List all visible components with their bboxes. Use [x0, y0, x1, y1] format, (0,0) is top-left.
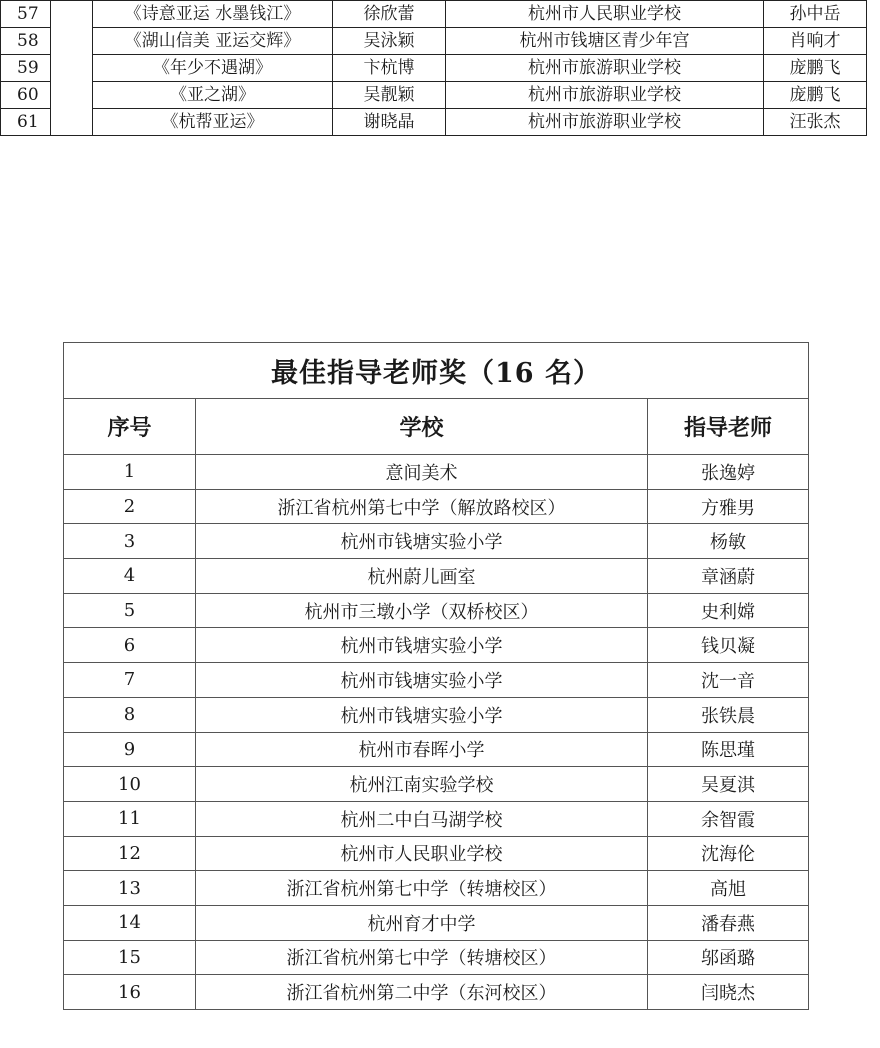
award-table-body: [64, 455, 809, 1010]
school-name: 杭州育才中学: [196, 905, 648, 940]
school-name: 杭州市钱塘实验小学: [196, 697, 648, 732]
school-name: 杭州市钱塘实验小学: [196, 628, 648, 663]
column-header-teacher: 指导老师: [648, 399, 809, 455]
row-index: 14: [64, 905, 196, 940]
table-row: [1, 55, 867, 82]
table-row: [64, 767, 809, 802]
table-row: [64, 836, 809, 871]
column-header-school: 学校: [196, 399, 648, 455]
teacher-name: 余智霞: [648, 801, 809, 836]
school-name: 杭州市春晖小学: [196, 732, 648, 767]
work-title: 《诗意亚运 水墨钱江》: [93, 1, 333, 28]
teacher-name: 章涵蔚: [648, 559, 809, 594]
teacher-name: 庞鹏飞: [764, 82, 867, 109]
row-index: 9: [64, 732, 196, 767]
teacher-name: 高旭: [648, 871, 809, 906]
teacher-name: 方雅男: [648, 489, 809, 524]
table-row: [64, 871, 809, 906]
school-name: 意间美术: [196, 455, 648, 490]
row-index: 7: [64, 663, 196, 698]
work-title: 《杭帮亚运》: [93, 109, 333, 136]
row-number: 61: [1, 109, 51, 136]
school-name: 杭州市人民职业学校: [446, 1, 764, 28]
table-row: [1, 28, 867, 55]
school-name: 杭州市旅游职业学校: [446, 82, 764, 109]
teacher-name: 邬函璐: [648, 940, 809, 975]
table-row: [64, 593, 809, 628]
row-index: 12: [64, 836, 196, 871]
school-name: 浙江省杭州第七中学（转塘校区）: [196, 871, 648, 906]
table-row: [64, 697, 809, 732]
merged-category-cell: [51, 1, 93, 136]
table-row: [64, 732, 809, 767]
school-name: 杭州市三墩小学（双桥校区）: [196, 593, 648, 628]
table-row: [1, 109, 867, 136]
row-index: 8: [64, 697, 196, 732]
author-name: 吴泳颖: [333, 28, 446, 55]
teacher-name: 孙中岳: [764, 1, 867, 28]
row-number: 59: [1, 55, 51, 82]
school-name: 杭州市旅游职业学校: [446, 55, 764, 82]
school-name: 杭州市钱塘区青少年宫: [446, 28, 764, 55]
teacher-name: 杨敏: [648, 524, 809, 559]
school-name: 浙江省杭州第二中学（东河校区）: [196, 975, 648, 1010]
row-index: 6: [64, 628, 196, 663]
table-row: [64, 455, 809, 490]
row-number: 58: [1, 28, 51, 55]
author-name: 卞杭博: [333, 55, 446, 82]
table-row: [64, 905, 809, 940]
table-row: [64, 663, 809, 698]
row-index: 16: [64, 975, 196, 1010]
school-name: 杭州市旅游职业学校: [446, 109, 764, 136]
row-index: 15: [64, 940, 196, 975]
row-index: 10: [64, 767, 196, 802]
teacher-name: 汪张杰: [764, 109, 867, 136]
teacher-name: 闫晓杰: [648, 975, 809, 1010]
teacher-name: 张铁晨: [648, 697, 809, 732]
table-row: [64, 801, 809, 836]
school-name: 杭州市钱塘实验小学: [196, 524, 648, 559]
column-header-index: 序号: [64, 399, 196, 455]
row-number: 57: [1, 1, 51, 28]
work-title: 《湖山信美 亚运交辉》: [93, 28, 333, 55]
teacher-name: 沈海伦: [648, 836, 809, 871]
row-index: 1: [64, 455, 196, 490]
school-name: 杭州江南实验学校: [196, 767, 648, 802]
work-title: 《年少不遇湖》: [93, 55, 333, 82]
work-title: 《亚之湖》: [93, 82, 333, 109]
table-row: [1, 1, 867, 28]
teacher-name: 庞鹏飞: [764, 55, 867, 82]
row-index: 11: [64, 801, 196, 836]
teacher-name: 张逸婷: [648, 455, 809, 490]
school-name: 杭州二中白马湖学校: [196, 801, 648, 836]
table-title: 最佳指导老师奖（16 名）: [64, 343, 809, 399]
table-row: [64, 940, 809, 975]
teacher-name: 吴夏淇: [648, 767, 809, 802]
teacher-name: 潘春燕: [648, 905, 809, 940]
works-table-continuation: [0, 0, 867, 136]
table-row: [64, 559, 809, 594]
school-name: 浙江省杭州第七中学（解放路校区）: [196, 489, 648, 524]
school-name: 杭州市钱塘实验小学: [196, 663, 648, 698]
teacher-name: 钱贝凝: [648, 628, 809, 663]
best-instructor-award-table: [63, 342, 809, 1010]
teacher-name: 陈思瑾: [648, 732, 809, 767]
school-name: 浙江省杭州第七中学（转塘校区）: [196, 940, 648, 975]
header-row: [64, 399, 809, 455]
row-index: 2: [64, 489, 196, 524]
table-row: [1, 82, 867, 109]
author-name: 谢晓晶: [333, 109, 446, 136]
teacher-name: 沈一音: [648, 663, 809, 698]
table-row: [64, 524, 809, 559]
author-name: 吴靓颖: [333, 82, 446, 109]
school-name: 杭州蔚儿画室: [196, 559, 648, 594]
row-index: 3: [64, 524, 196, 559]
row-number: 60: [1, 82, 51, 109]
table-row: [64, 489, 809, 524]
teacher-name: 肖响才: [764, 28, 867, 55]
table-row: [64, 975, 809, 1010]
row-index: 5: [64, 593, 196, 628]
author-name: 徐欣蕾: [333, 1, 446, 28]
teacher-name: 史利嫦: [648, 593, 809, 628]
row-index: 13: [64, 871, 196, 906]
row-index: 4: [64, 559, 196, 594]
school-name: 杭州市人民职业学校: [196, 836, 648, 871]
table-row: [64, 628, 809, 663]
